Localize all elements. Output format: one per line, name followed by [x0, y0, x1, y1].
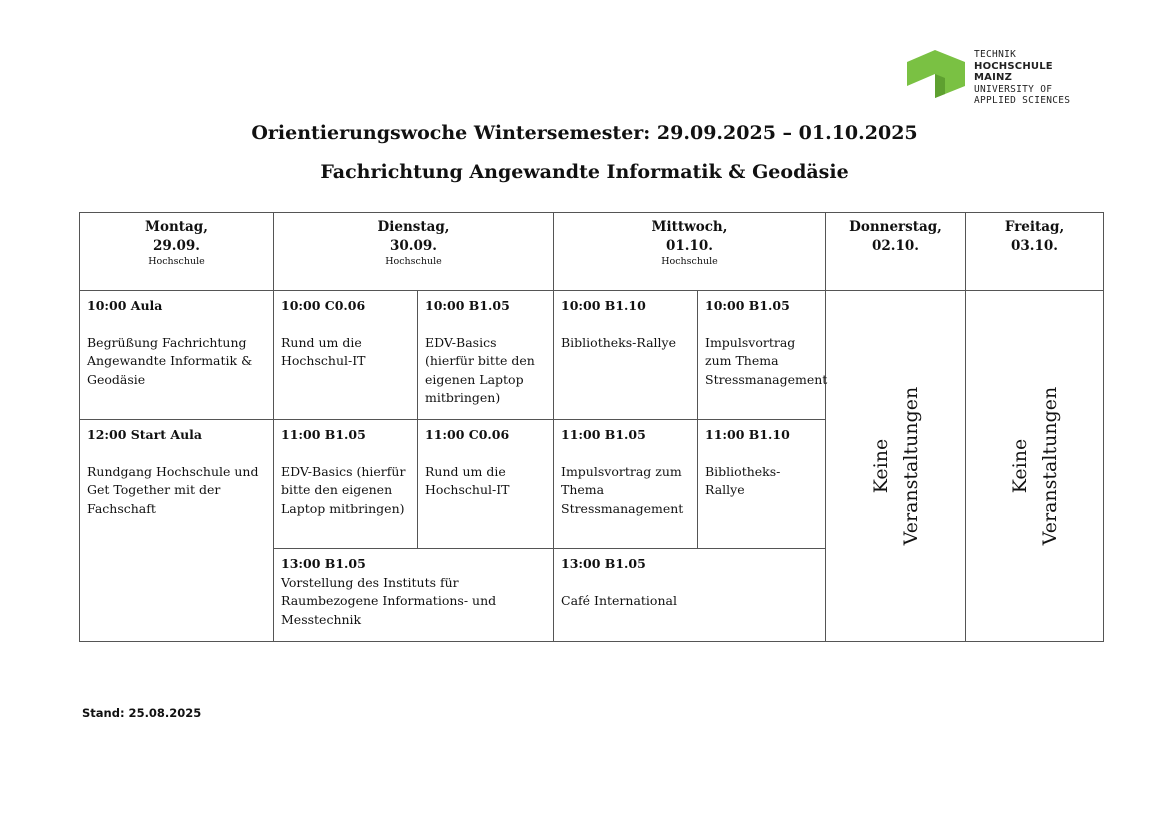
schedule-table	[79, 212, 1104, 642]
event-cell-wed1a: 10:00 B1.10 Bibliotheks-Rallye	[554, 291, 698, 420]
logo-text	[974, 49, 1077, 107]
event-cell-tue2a: 11:00 B1.05 EDV-Basics (hierfür bitte den eigenen Laptop mitbringen)	[274, 420, 418, 549]
logo-mark-icon	[907, 48, 967, 100]
day-header-tuesday: Dienstag, 30.09. Hochschule	[274, 213, 554, 291]
logo-line-4: APPLIED SCIENCES	[974, 95, 1071, 106]
event-cell-wed2a: 11:00 B1.05 Impulsvortrag zum Thema Stressmanagement	[554, 420, 698, 549]
no-events-friday: Keine Veranstaltungen	[966, 291, 1104, 642]
university-logo	[907, 48, 1077, 106]
event-cell-tue1b: 10:00 B1.05 EDV-Basics (hierfür bitte den eigenen Laptop mitbringen)	[418, 291, 554, 420]
event-cell-wed1b: 10:00 B1.05 Impulsvortrag zum Thema Stressmanagement	[698, 291, 826, 420]
logo-line-2: HOCHSCHULE MAINZ	[974, 60, 1053, 83]
status-date: Stand: 25.08.2025	[82, 706, 202, 720]
event-cell-wed2b: 11:00 B1.10 Bibliotheks-Rallye	[698, 420, 826, 549]
event-cell-tue2b: 11:00 C0.06 Rund um die Hochschul-IT	[418, 420, 554, 549]
logo-line-3: UNIVERSITY OF	[974, 83, 1053, 95]
day-header-wednesday: Mittwoch, 01.10. Hochschule	[554, 213, 826, 291]
header-row	[80, 213, 1104, 291]
event-cell-tue3: 13:00 B1.05 Vorstellung des Instituts für Raumbezogene Informations- und Messtechnik	[274, 549, 554, 642]
event-cell-wed3: 13:00 B1.05 Café International	[554, 549, 826, 642]
logo-line-1: TECHNIK	[974, 49, 1017, 60]
event-cell-mon2: 12:00 Start Aula Rundgang Hochschule und Get Together mit der Fachschaft	[80, 420, 274, 642]
day-header-thursday: Donnerstag, 02.10.	[826, 213, 966, 291]
slot-row-1	[80, 291, 1104, 420]
day-header-friday: Freitag, 03.10.	[966, 213, 1104, 291]
page-title: Orientierungswoche Wintersemester: 29.09.2025 – 01.10.2025	[251, 122, 918, 144]
day-header-monday: Montag, 29.09. Hochschule	[80, 213, 274, 291]
page-subtitle: Fachrichtung Angewandte Informatik & Geodäsie	[320, 161, 849, 183]
event-cell-mon1: 10:00 Aula Begrüßung Fachrichtung Angewandte Informatik & Geodäsie	[80, 291, 274, 420]
no-events-thursday: Keine Veranstaltungen	[826, 291, 966, 642]
event-cell-tue1a: 10:00 C0.06 Rund um die Hochschul-IT	[274, 291, 418, 420]
